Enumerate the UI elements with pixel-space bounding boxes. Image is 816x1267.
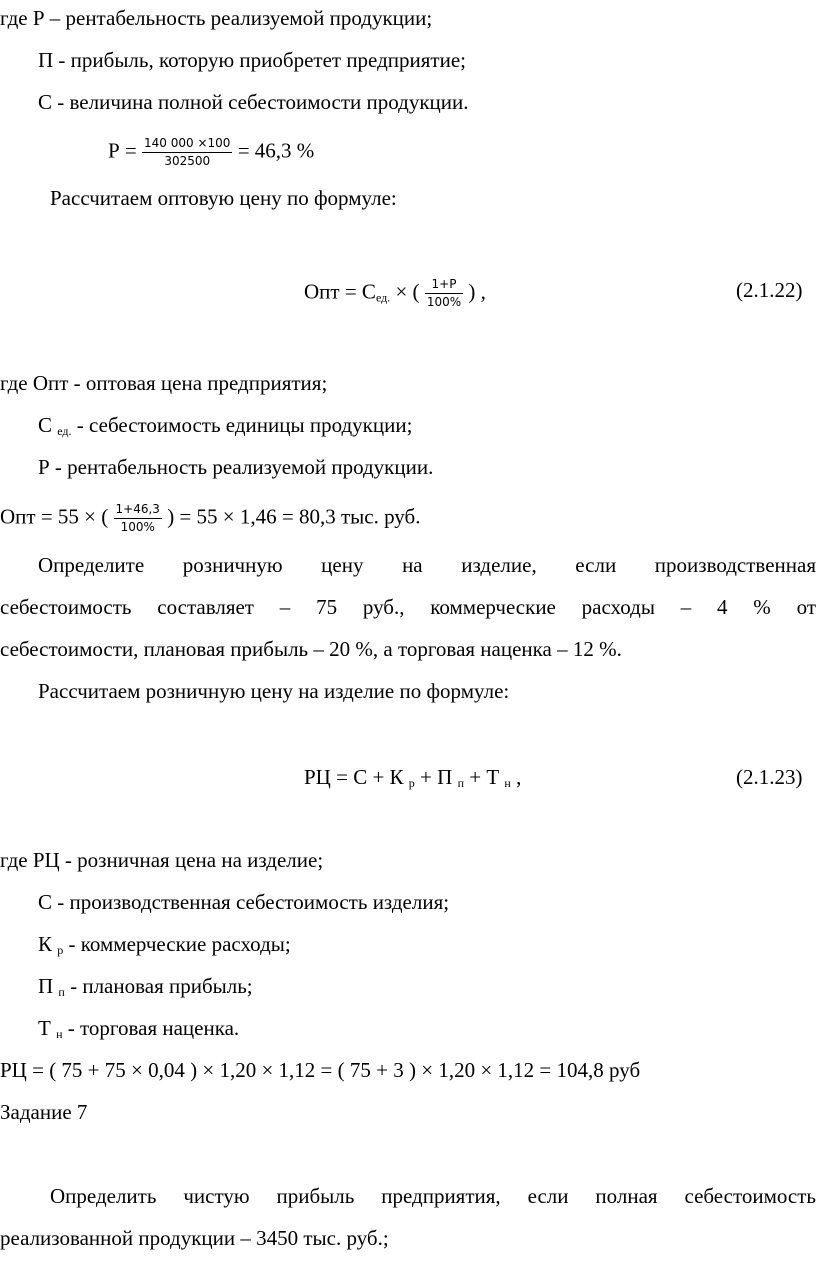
fraction-denominator: 100% (426, 295, 462, 309)
text-line (38, 931, 291, 963)
paragraph-line: Определите розничную цену на изделие, если производственная (38, 553, 816, 577)
definition: - себестоимость единицы продукции; (76, 413, 413, 437)
text-line: где РЦ - розничная цена на изделие; (0, 848, 324, 872)
text-line: Рассчитаем оптовую цену по формуле: (50, 186, 397, 210)
fraction-numerator: 1+Р (425, 277, 463, 294)
definition: - плановая прибыль; (70, 974, 253, 998)
definition: - коммерческие расходы; (68, 932, 291, 956)
formula-retail-calc: РЦ = ( 75 + 75 × 0,04 ) × 1,20 × 1,12 = ( 75 + 3 ) × 1,20 × 1,12 = 104,8 руб (0, 1058, 641, 1082)
subscript: н (504, 776, 511, 790)
fraction-denominator: 100% (120, 520, 155, 534)
paragraph-line: реализованной продукции – 3450 тыс. руб.; (0, 1226, 389, 1250)
fraction (142, 136, 232, 169)
text-line: С - величина полной себестоимости продукции. (38, 90, 469, 114)
symbol: Т (38, 1016, 51, 1040)
fraction-numerator: 140 000 ×100 (142, 136, 232, 153)
symbol: П (38, 974, 54, 998)
task-heading: Задание 7 (0, 1100, 88, 1124)
formula-rhs: = 46,3 % (237, 138, 315, 163)
text-line: С - производственная себестоимость изделия; (38, 890, 450, 914)
formula-part: + П (420, 765, 453, 789)
text-line (38, 412, 412, 444)
formula-lhs: Опт = 55 × ( (0, 504, 109, 529)
formula-wholesale-price (304, 277, 486, 310)
formula-number: (2.1.23) (736, 765, 803, 789)
formula-wholesale-calc (0, 502, 420, 535)
paragraph-line: Определить чистую прибыль предприятия, если полная себестоимость (50, 1184, 816, 1208)
fraction (425, 277, 463, 310)
definition: - торговая наценка. (67, 1016, 240, 1040)
formula-retail-price (304, 764, 521, 796)
formula-part: × ( (395, 279, 420, 304)
formula-lhs: Р = (108, 138, 137, 163)
formula-lhs: Опт = С (304, 279, 376, 304)
symbol: С (38, 413, 53, 437)
subscript: п (58, 985, 65, 999)
fraction-numerator: 1+46,3 (114, 502, 162, 519)
text-line: Рассчитаем розничную цену на изделие по формуле: (38, 679, 510, 703)
formula-rhs: ) = 55 × 1,46 = 80,3 тыс. руб. (167, 504, 421, 529)
subscript: п (457, 776, 464, 790)
text-line: где Р – рентабельность реализуемой продукции; (0, 6, 433, 30)
formula-part: РЦ = С + К (304, 765, 404, 789)
formula-profitability (108, 136, 314, 169)
subscript: р (408, 776, 415, 790)
text-line: Р - рентабельность реализуемой продукции. (38, 455, 434, 479)
formula-number: (2.1.22) (736, 278, 803, 302)
paragraph-line: себестоимость составляет – 75 руб., коммерческие расходы – 4 % от (0, 595, 816, 619)
text-line (38, 1015, 239, 1047)
paragraph-line: себестоимости, плановая прибыль – 20 %, а торговая наценка – 12 %. (0, 637, 622, 661)
text-line: где Опт - оптовая цена предприятия; (0, 371, 328, 395)
formula-part: + Т (469, 765, 500, 789)
fraction (114, 502, 162, 535)
subscript: р (57, 943, 64, 957)
fraction-denominator: 302500 (164, 154, 211, 168)
subscript: ед. (57, 424, 72, 438)
text-line: П - прибыль, которую приобретет предприятие; (38, 48, 466, 72)
text-line (38, 973, 253, 1005)
formula-part: , (516, 765, 522, 789)
symbol: К (38, 932, 53, 956)
formula-part: ) , (468, 279, 486, 304)
subscript: н (56, 1027, 63, 1041)
subscript: ед. (375, 290, 391, 305)
